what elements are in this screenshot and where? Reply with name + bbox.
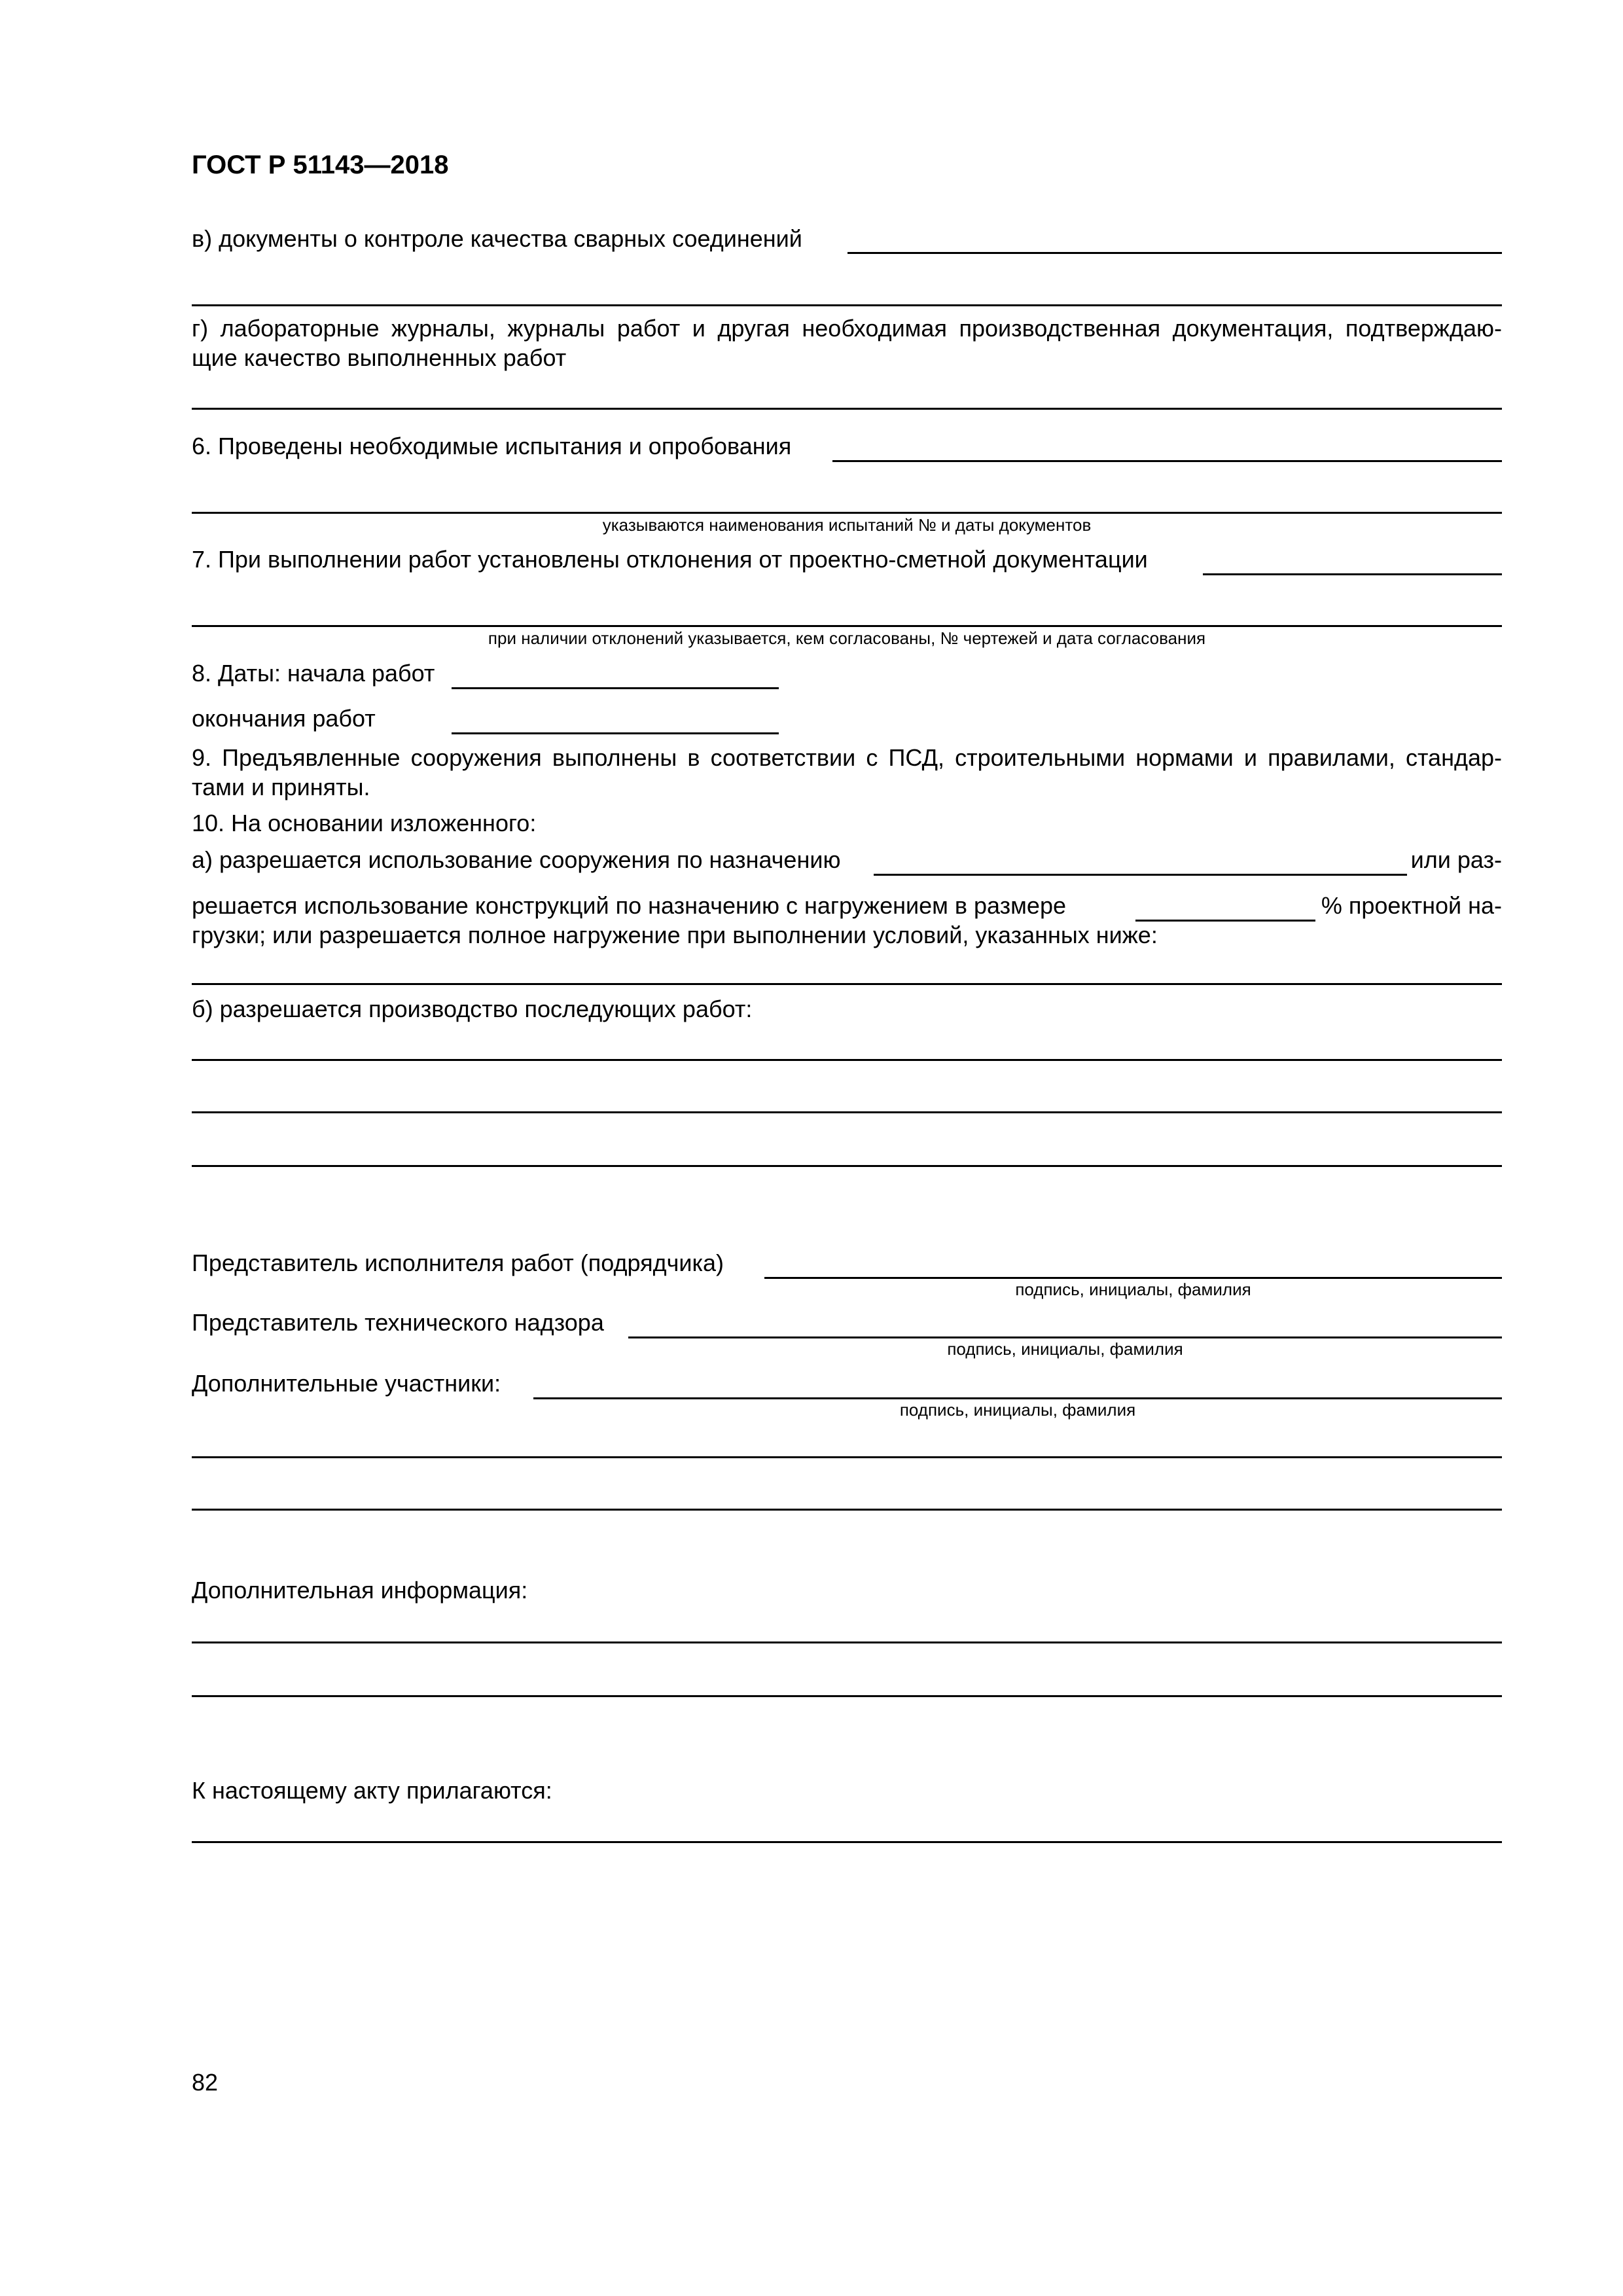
load-percent-field[interactable] — [1135, 920, 1315, 922]
item-7-label: 7. При выполнении работ установлены отклонения от проектно-сметной документации — [192, 546, 1148, 573]
item-v-label: в) документы о контроле качества сварных соединений — [192, 225, 802, 252]
additional-participants-label: Дополнительные участники: — [192, 1370, 501, 1397]
item-10b-fill-line-3[interactable] — [192, 1165, 1502, 1167]
item-6-caption: указываются наименования испытаний № и даты документов — [602, 515, 1092, 535]
item-10a-line-2-start: решается использование конструкций по назначению с нагружением в размере — [192, 892, 1066, 919]
item-9-line-2: тами и приняты. — [192, 774, 370, 800]
additional-participants-line-2[interactable] — [192, 1456, 1502, 1458]
additional-info-label: Дополнительная информация: — [192, 1577, 528, 1604]
start-date-field[interactable] — [452, 687, 779, 689]
item-6-fill-line[interactable] — [832, 460, 1502, 462]
supervision-representative-label: Представитель технического надзора — [192, 1309, 604, 1336]
additional-info-line-1[interactable] — [192, 1641, 1502, 1643]
item-10a-purpose-field[interactable] — [874, 874, 1407, 876]
item-6-fill-line-2[interactable] — [192, 512, 1502, 514]
item-10b-fill-line-1[interactable] — [192, 1059, 1502, 1061]
item-g-line-1: г) лабораторные журналы, журналы работ и другая необходимая производственная документация, подтверждаю- — [192, 315, 1502, 342]
additional-participants-signature-field[interactable] — [533, 1397, 1502, 1399]
additional-info-line-2[interactable] — [192, 1695, 1502, 1697]
item-v-fill-line-2[interactable] — [192, 304, 1502, 306]
contractor-representative-label: Представитель исполнителя работ (подрядчика) — [192, 1249, 724, 1276]
item-g-fill-line[interactable] — [192, 408, 1502, 410]
document-header-code: ГОСТ Р 51143—2018 — [192, 151, 449, 179]
supervision-signature-caption: подпись, инициалы, фамилия — [947, 1339, 1183, 1359]
item-9-line-1: 9. Предъявленные сооружения выполнены в соответствии с ПСД, строительными нормами и правилами, стандар- — [192, 744, 1502, 771]
item-10a-line-3: грузки; или разрешается полное нагружение при выполнении условий, указанных ниже: — [192, 922, 1158, 948]
item-10a-conditions-line[interactable] — [192, 983, 1502, 985]
item-10b-label: б) разрешается производство последующих работ: — [192, 996, 753, 1022]
item-10a-line-1-end: или раз- — [1410, 846, 1502, 873]
page-number: 82 — [192, 2069, 219, 2096]
item-8-start-label: 8. Даты: начала работ — [192, 660, 435, 687]
item-g-line-2: щие качество выполненных работ — [192, 344, 567, 371]
item-8-end-label: окончания работ — [192, 705, 376, 732]
supervision-signature-field[interactable] — [628, 1336, 1502, 1338]
item-v-fill-line[interactable] — [847, 252, 1502, 254]
item-7-fill-line[interactable] — [1203, 573, 1502, 575]
end-date-field[interactable] — [452, 732, 779, 734]
contractor-signature-caption: подпись, инициалы, фамилия — [1015, 1280, 1251, 1299]
item-10a-line-1-start: а) разрешается использование сооружения по назначению — [192, 846, 841, 873]
contractor-signature-field[interactable] — [764, 1277, 1502, 1279]
item-10-intro: 10. На основании изложенного: — [192, 810, 537, 836]
item-7-caption: при наличии отклонений указывается, кем согласованы, № чертежей и дата согласования — [488, 628, 1206, 648]
item-10a-line-2-end: % проектной на- — [1321, 892, 1502, 919]
additional-participants-caption: подпись, инициалы, фамилия — [899, 1400, 1136, 1420]
attachments-label: К настоящему акту прилагаются: — [192, 1777, 552, 1804]
additional-participants-line-3[interactable] — [192, 1509, 1502, 1511]
item-6-label: 6. Проведены необходимые испытания и опробования — [192, 433, 792, 459]
item-10b-fill-line-2[interactable] — [192, 1111, 1502, 1113]
item-7-fill-line-2[interactable] — [192, 625, 1502, 627]
attachments-line[interactable] — [192, 1841, 1502, 1843]
